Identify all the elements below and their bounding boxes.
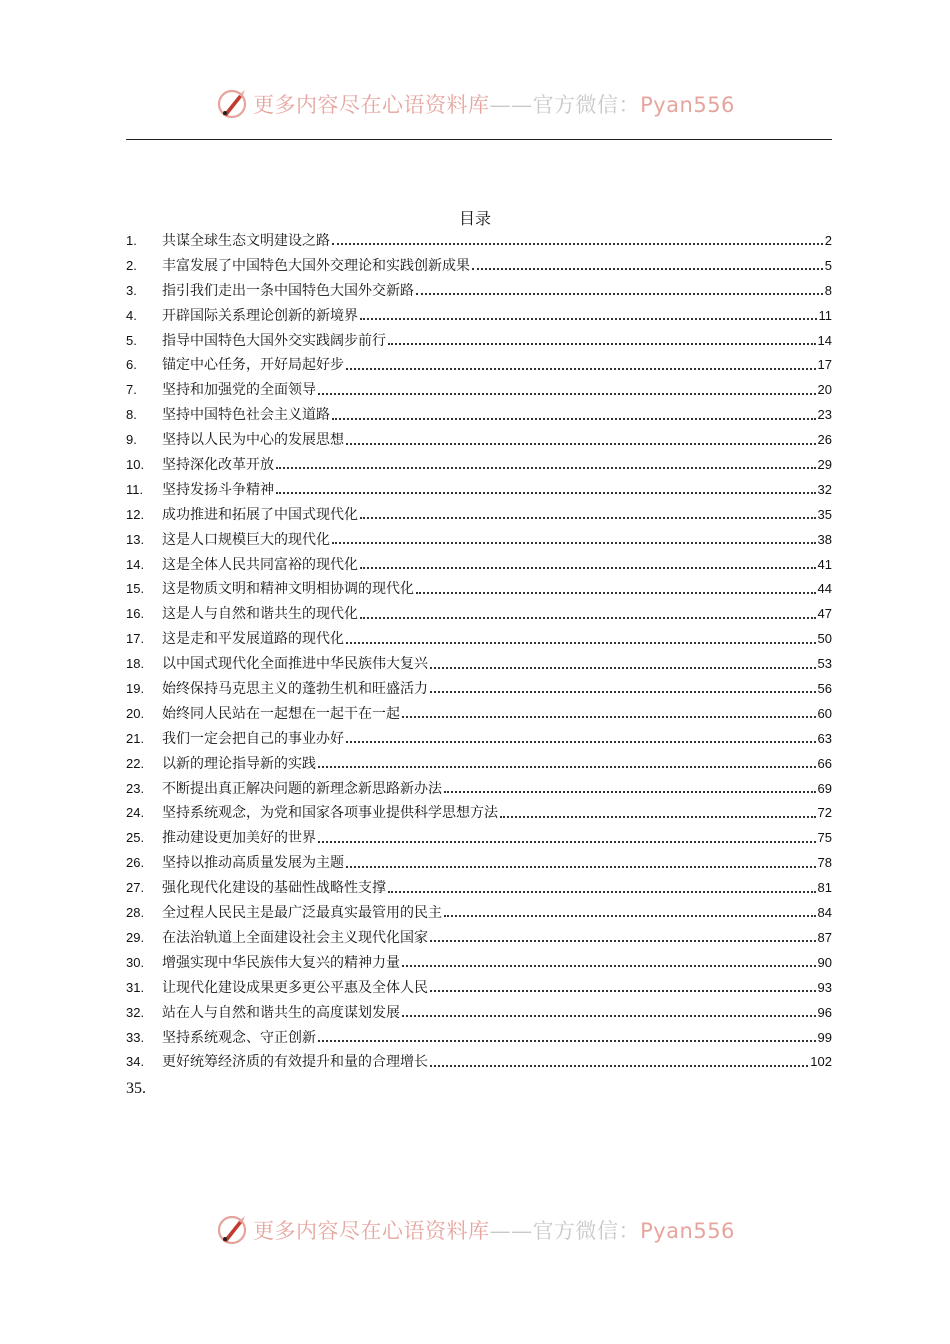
toc-entry-title[interactable]: 这是全体人民共同富裕的现代化: [162, 556, 358, 573]
toc-entry[interactable]: [126, 602, 832, 627]
toc-entry-number: 23.: [126, 780, 145, 796]
toc-entry-title[interactable]: 增强实现中华民族伟大复兴的精神力量: [162, 954, 400, 971]
toc-entry[interactable]: [126, 403, 832, 428]
toc-entry-number: 14.: [126, 556, 145, 572]
toc-entry[interactable]: [126, 851, 832, 876]
toc-entry-page[interactable]: 66: [817, 755, 832, 771]
toc-entry[interactable]: [126, 652, 832, 677]
header-wechat-id: Pyan556: [640, 93, 735, 117]
toc-entry-title[interactable]: 锚定中心任务，开好局起好步: [162, 357, 344, 374]
toc-entry-title[interactable]: 这是走和平发展道路的现代化: [162, 631, 344, 648]
toc-dot-leader: [318, 766, 816, 768]
toc-entry-title[interactable]: 以中国式现代化全面推进中华民族伟大复兴: [162, 656, 428, 673]
toc-entry-title[interactable]: 这是人口规模巨大的现代化: [162, 531, 330, 548]
toc-entry-page[interactable]: 72: [817, 805, 832, 821]
toc-dot-leader: [430, 940, 816, 942]
toc-dot-leader: [332, 243, 823, 245]
toc-entry-page[interactable]: 50: [817, 631, 832, 647]
toc-entry-title[interactable]: 始终保持马克思主义的蓬勃生机和旺盛活力: [162, 681, 428, 698]
toc-entry-page[interactable]: 60: [817, 705, 832, 721]
toc-entry-number: 6.: [126, 357, 137, 373]
toc-entry-title[interactable]: 强化现代化建设的基础性战略性支撑: [162, 880, 386, 897]
toc-dot-leader: [472, 268, 823, 270]
toc-entry-page[interactable]: 32: [817, 481, 832, 497]
toc-entry-number: 19.: [126, 681, 145, 697]
toc-entry[interactable]: [126, 254, 832, 279]
toc-entry-page[interactable]: 2: [824, 233, 832, 248]
toc-dot-leader: [346, 368, 816, 370]
toc-entry-page[interactable]: 26: [817, 432, 832, 448]
toc-entry-number: 15.: [126, 581, 145, 597]
toc-entry-title[interactable]: 坚持深化改革开放: [162, 457, 274, 474]
toc-entry-title[interactable]: 站在人与自然和谐共生的高度谋划发展: [162, 1004, 400, 1021]
toc-entry-page[interactable]: 14: [817, 332, 832, 348]
toc-entry-page[interactable]: 35: [817, 506, 832, 522]
footer-separator: ——: [489, 1219, 533, 1243]
toc-entry-number: 1.: [126, 233, 137, 248]
toc-entry-title[interactable]: 让现代化建设成果更多更公平惠及全体人民: [162, 979, 428, 996]
toc-entry-number: 31.: [126, 979, 145, 995]
toc-entry[interactable]: [126, 478, 832, 503]
toc-entry[interactable]: [126, 329, 832, 354]
toc-entry-page[interactable]: 78: [817, 855, 832, 871]
toc-dot-leader: [444, 791, 816, 793]
toc-entry-page[interactable]: 63: [817, 730, 832, 746]
toc-entry-title[interactable]: 坚持以人民为中心的发展思想: [162, 432, 344, 449]
toc-entry[interactable]: [126, 976, 832, 1001]
toc-entry-number: 33.: [126, 1029, 145, 1045]
toc-dot-leader: [500, 816, 816, 818]
toc-entry-title[interactable]: 不断提出真正解决问题的新理念新思路新办法: [162, 780, 442, 797]
toc-entry-title[interactable]: 共谋全球生态文明建设之路: [162, 233, 330, 249]
toc-entry-page[interactable]: 29: [817, 457, 832, 473]
toc-entry-number: 13.: [126, 531, 145, 547]
footer-wechat-id: Pyan556: [640, 1219, 735, 1243]
toc-entry-title[interactable]: 始终同人民站在一起想在一起干在一起: [162, 705, 400, 722]
toc-entry-title[interactable]: 坚持系统观念，为党和国家各项事业提供科学思想方法: [162, 805, 498, 822]
toc-entry-number: 12.: [126, 506, 145, 522]
toc-dot-leader: [430, 667, 816, 669]
toc-entry[interactable]: [126, 229, 832, 254]
toc-dot-leader: [416, 592, 816, 594]
toc-entry-number: 3.: [126, 282, 137, 298]
toc-dot-leader: [416, 293, 823, 295]
toc-entry-title[interactable]: 在法治轨道上全面建设社会主义现代化国家: [162, 929, 428, 946]
footer-brand-text: 更多内容尽在心语资料库: [253, 1219, 490, 1243]
footer-wechat-label: 官方微信：: [532, 1219, 641, 1243]
toc-dot-leader: [332, 542, 816, 544]
toc-entry-number: 21.: [126, 730, 145, 746]
toc-entry[interactable]: [126, 353, 832, 378]
toc-entry-number: 9.: [126, 432, 137, 448]
toc-entry-number: 5.: [126, 332, 137, 348]
toc-trailing-number: 35.: [126, 1080, 146, 1097]
toc-entry-number: 10.: [126, 457, 145, 473]
toc-entry-number: 8.: [126, 407, 137, 423]
toc-entry-number: 17.: [126, 631, 145, 647]
toc-entry[interactable]: [126, 279, 832, 304]
toc-entry[interactable]: [126, 752, 832, 777]
toc-entry-number: 27.: [126, 880, 145, 896]
toc-entry-title[interactable]: 更好统筹经济质的有效提升和量的合理增长: [162, 1054, 428, 1071]
toc-entry[interactable]: [126, 901, 832, 926]
header-separator: ——: [489, 93, 533, 117]
toc-entry[interactable]: [126, 926, 832, 951]
toc-entry-title[interactable]: 以新的理论指导新的实践: [162, 755, 316, 772]
toc-entry-page[interactable]: 20: [817, 382, 832, 398]
toc-dot-leader: [360, 318, 817, 320]
toc-entry-title[interactable]: 坚持以推动高质量发展为主题: [162, 855, 344, 872]
toc-entry-page[interactable]: 56: [817, 681, 832, 697]
header-divider: [126, 139, 832, 140]
toc-entry[interactable]: [126, 528, 832, 553]
toc-entry-title[interactable]: 坚持发扬斗争精神: [162, 481, 274, 498]
toc-entry[interactable]: [126, 553, 832, 578]
toc-entry-number: 11.: [126, 481, 144, 497]
toc-dot-leader: [318, 1040, 816, 1042]
toc-entry-number: 24.: [126, 805, 145, 821]
toc-entry-page[interactable]: 81: [817, 880, 832, 896]
toc-entry-title[interactable]: 坚持系统观念、守正创新: [162, 1029, 316, 1046]
toc-entry-title[interactable]: 指导中国特色大国外交实践阔步前行: [162, 332, 386, 349]
toc-dot-leader: [360, 567, 816, 569]
footer-banner: [0, 1210, 950, 1250]
toc-entry-number: 7.: [126, 382, 137, 398]
toc-entry[interactable]: [126, 951, 832, 976]
header-banner: [0, 84, 950, 124]
quill-pen-logo-icon: [215, 1213, 249, 1247]
toc-entry-page[interactable]: 99: [817, 1029, 832, 1045]
toc-dot-leader: [430, 691, 816, 693]
toc-dot-leader: [444, 915, 816, 917]
toc-dot-leader: [360, 517, 816, 519]
toc-entry-page[interactable]: 69: [817, 780, 832, 796]
toc-entry-number: 28.: [126, 905, 145, 921]
toc-dot-leader: [402, 1015, 816, 1017]
toc-entry-number: 30.: [126, 954, 145, 970]
toc-entry-number: 16.: [126, 606, 145, 622]
toc-dot-leader: [430, 1065, 808, 1067]
toc-entry[interactable]: [126, 1026, 832, 1051]
toc-entry-page[interactable]: 102: [810, 1054, 832, 1070]
toc-entry-page[interactable]: 17: [817, 357, 832, 373]
toc-entry-title[interactable]: 这是人与自然和谐共生的现代化: [162, 606, 358, 623]
toc-entry[interactable]: [126, 702, 832, 727]
toc-list: [126, 229, 832, 1075]
toc-entry-title[interactable]: 坚持中国特色社会主义道路: [162, 407, 330, 424]
toc-dot-leader: [332, 418, 816, 420]
toc-title: 目录: [458, 209, 491, 228]
toc-entry[interactable]: [126, 826, 832, 851]
toc-dot-leader: [388, 891, 816, 893]
toc-entry[interactable]: [126, 453, 832, 478]
toc-entry-number: 22.: [126, 755, 145, 771]
toc-entry-page[interactable]: 90: [817, 954, 832, 970]
toc-entry-title[interactable]: 开辟国际关系理论创新的新境界: [162, 307, 358, 324]
toc-entry-title[interactable]: 坚持和加强党的全面领导: [162, 382, 316, 399]
toc-entry[interactable]: [126, 503, 832, 528]
toc-entry[interactable]: [126, 627, 832, 652]
toc-entry[interactable]: [126, 304, 832, 329]
quill-pen-logo-icon: [215, 87, 249, 121]
toc-dot-leader: [402, 716, 816, 718]
toc-entry[interactable]: [126, 428, 832, 453]
toc-entry-page[interactable]: 53: [817, 656, 832, 672]
toc-dot-leader: [388, 343, 816, 345]
toc-entry-page[interactable]: 93: [817, 979, 832, 995]
toc-entry[interactable]: [126, 677, 832, 702]
toc-entry-title[interactable]: 全过程人民民主是最广泛最真实最管用的民主: [162, 905, 442, 922]
toc-entry-page[interactable]: 75: [817, 830, 832, 846]
toc-dot-leader: [318, 393, 816, 395]
toc-entry-page[interactable]: 47: [817, 606, 832, 622]
toc-entry-page[interactable]: 5: [824, 257, 832, 273]
toc-entry[interactable]: [126, 876, 832, 901]
toc-dot-leader: [346, 642, 816, 644]
toc-entry-page[interactable]: 84: [817, 905, 832, 921]
toc-dot-leader: [346, 741, 816, 743]
toc-entry-number: 26.: [126, 855, 145, 871]
toc-entry-title[interactable]: 指引我们走出一条中国特色大国外交新路: [162, 282, 414, 299]
toc-entry-title[interactable]: 推动建设更加美好的世界: [162, 830, 316, 847]
toc-entry-title[interactable]: 这是物质文明和精神文明相协调的现代化: [162, 581, 414, 598]
toc-entry[interactable]: [126, 1050, 832, 1075]
toc-dot-leader: [276, 492, 816, 494]
toc-entry-page[interactable]: 44: [817, 581, 832, 597]
toc-entry[interactable]: [126, 727, 832, 752]
toc-entry-title[interactable]: 成功推进和拓展了中国式现代化: [162, 506, 358, 523]
toc-entry-number: 4.: [126, 307, 137, 323]
toc-entry[interactable]: [126, 378, 832, 403]
toc-entry-page[interactable]: 23: [817, 407, 832, 423]
toc-dot-leader: [402, 965, 816, 967]
toc-dot-leader: [430, 990, 816, 992]
toc-entry-number: 18.: [126, 656, 145, 672]
toc-dot-leader: [318, 841, 816, 843]
toc-dot-leader: [346, 443, 816, 445]
header-brand-text: 更多内容尽在心语资料库: [253, 93, 490, 117]
toc-entry-number: 29.: [126, 929, 145, 945]
toc-entry-page[interactable]: 38: [817, 531, 832, 547]
toc-entry-number: 20.: [126, 705, 145, 721]
toc-entry-title[interactable]: 丰富发展了中国特色大国外交理论和实践创新成果: [162, 257, 470, 274]
toc-entry-number: 34.: [126, 1054, 145, 1070]
toc-entry[interactable]: [126, 777, 832, 802]
toc-entry-title[interactable]: 我们一定会把自己的事业办好: [162, 730, 344, 747]
toc-dot-leader: [346, 866, 816, 868]
toc-entry[interactable]: [126, 1001, 832, 1026]
toc-entry[interactable]: [126, 801, 832, 826]
toc-dot-leader: [360, 617, 816, 619]
toc-dot-leader: [276, 467, 816, 469]
toc-entry-page[interactable]: 11: [818, 307, 832, 323]
toc-entry-number: 32.: [126, 1004, 145, 1020]
toc-entry-number: 25.: [126, 830, 145, 846]
header-wechat-label: 官方微信：: [532, 93, 641, 117]
toc-entry[interactable]: [126, 577, 832, 602]
toc-entry-page[interactable]: 87: [817, 929, 832, 945]
toc-entry-page[interactable]: 41: [817, 556, 832, 572]
toc-entry-page[interactable]: 96: [817, 1004, 832, 1020]
toc-entry-page[interactable]: 8: [824, 282, 832, 298]
toc-entry-number: 2.: [126, 257, 137, 273]
